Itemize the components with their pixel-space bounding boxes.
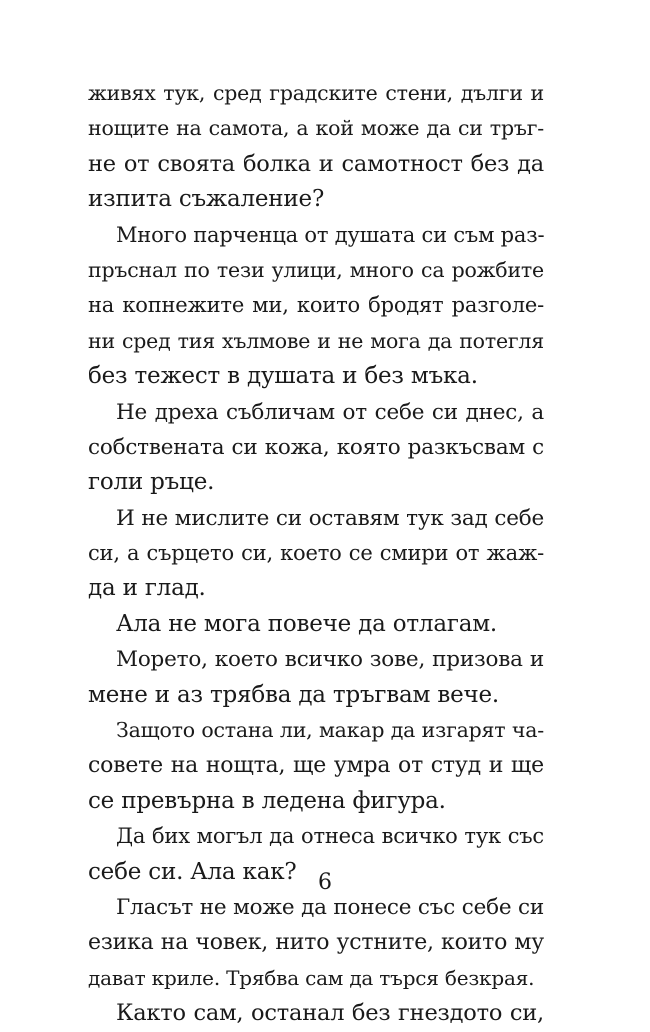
text-line: И не мислите си оставям тук зад себе	[116, 505, 544, 531]
page-number: 6	[318, 870, 332, 895]
text-line: собствената си кожа, която разкъсвам с	[88, 434, 544, 460]
text-line: голи ръце.	[88, 469, 215, 496]
text-line: Да бих могъл да отнеса всичко тук със	[116, 824, 544, 849]
text-line: ни сред тия хълмове и не мога да потегля	[88, 328, 544, 353]
text-line: Защото остана ли, макар да изгарят ча-	[116, 718, 544, 743]
text-line: нощите на самота, а кой може да си тръг-	[88, 116, 544, 141]
text-line: без тежест в душата и без мъка.	[88, 363, 478, 390]
text-line: дават криле. Трябва сам да търся безкрая.	[88, 965, 535, 990]
text-line: Ала не мога повече да отлагам.	[116, 610, 498, 637]
text-line: Гласът не може да понесе със себе си	[116, 894, 544, 920]
text-line: Много парченца от душата си съм раз-	[116, 222, 545, 247]
text-line: се превърна в ледена фигура.	[88, 787, 446, 814]
text-line: да и глад.	[88, 575, 206, 602]
text-line: изпита съжаление?	[88, 186, 325, 213]
text-line: на копнежите ми, които бродят разголе-	[88, 293, 544, 318]
text-line: совете на нощта, ще умра от студ и ще	[88, 753, 544, 779]
text-line: езика на човек, нито устните, които му	[88, 930, 544, 956]
text-line: Морето, което всичко зове, призова и	[116, 647, 544, 673]
text-line: не от своята болка и самотност без да	[88, 150, 544, 177]
text-line: себе си. Ала как?	[88, 858, 297, 885]
text-line: пръснал по тези улици, много са рожбите	[88, 257, 544, 282]
text-line: си, а сърцето си, което се смири от жаж-	[88, 541, 544, 566]
text-line: мене и аз трябва да тръгвам вече.	[88, 681, 500, 708]
text-line: Както сам, останал без гнездото си,	[116, 1000, 544, 1027]
text-line: живях тук, сред градските стени, дълги и	[88, 81, 544, 105]
text-line: Не дреха събличам от себе си днес, а	[116, 399, 544, 425]
